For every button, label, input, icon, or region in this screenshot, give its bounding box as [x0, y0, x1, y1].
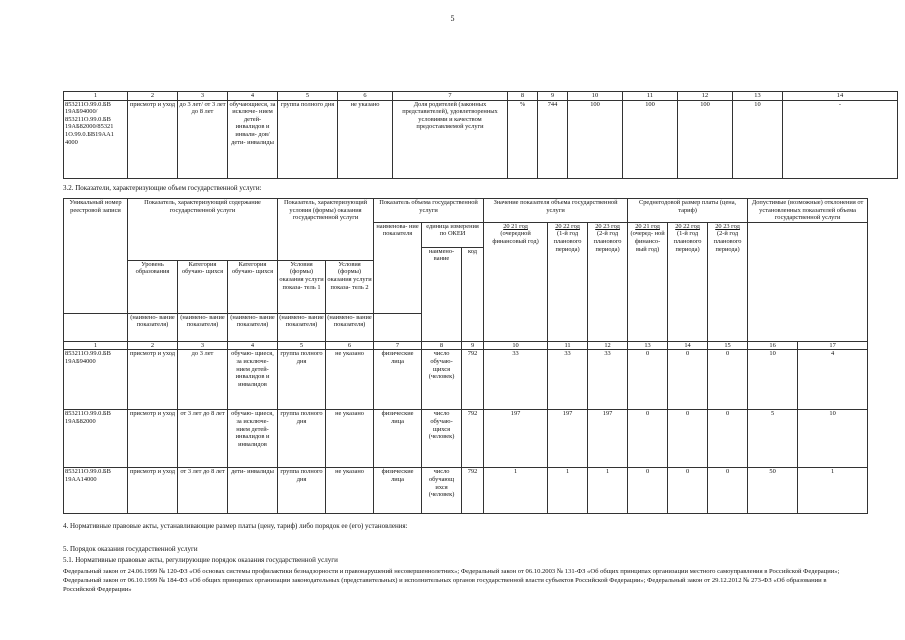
t1-code: 853211О.99.0.БВ 19АБ94000/ 853211О.99.0.БВ 19АБ82000/85321 1О.99.0.БВ19АА1 4000 [64, 100, 128, 178]
cell-9: 9 [538, 92, 568, 101]
cell-11: 11 [623, 92, 678, 101]
h-form-2: Условия (формы) оказания услуги показа- тель 2 [326, 260, 374, 313]
cell-7: 7 [393, 92, 508, 101]
t1-c13: 10 [733, 100, 783, 178]
cell-16: 10 [748, 350, 798, 410]
h-level: Уровень образования [128, 260, 178, 313]
cell-14: 0 [668, 350, 708, 410]
cell-1: 853211О.99.0.БВ 19АА14000 [64, 468, 128, 514]
t1-c6: не указано [338, 100, 393, 178]
cell-7: 7 [374, 341, 422, 350]
h-unique-number: Уникальный номер реестровой записи [64, 199, 128, 314]
t1-c11: 100 [623, 100, 678, 178]
cell-5: группа полного дня [278, 468, 326, 514]
t1-c3: до 3 лет/ от 3 лет до 8 лет [178, 100, 228, 178]
quality-indicators-table [63, 91, 898, 179]
cell-7: физические лица [374, 468, 422, 514]
cell-13: 13 [628, 341, 668, 350]
section-5: 5. Порядок оказания государственной услуги [63, 545, 198, 553]
cell-14: 0 [668, 410, 708, 468]
h-avg-2023-b: (2-й год планового периода) [713, 230, 742, 253]
h-avg-2021-a: 20 21 год [635, 222, 660, 230]
cell-6: не указано [326, 410, 374, 468]
table2-row [64, 468, 868, 514]
h-naim-4: (наимено- вание показателя) [278, 313, 326, 341]
cell-3: 3 [178, 341, 228, 350]
cell-11: 11 [548, 341, 588, 350]
cell-16: 5 [748, 410, 798, 468]
h-avg-2022-a: 20 22 год [675, 222, 700, 230]
cell-13: 13 [733, 92, 783, 101]
h-avg-2021 [628, 222, 668, 341]
page-number: 5 [450, 14, 455, 23]
cell-9: 9 [462, 341, 484, 350]
h-naim-2: (наимено- вание показателя) [178, 313, 228, 341]
cell-8: 8 [422, 341, 462, 350]
h-conditions: Показатель, характеризующий условия (формы) оказания государственной услуги [278, 199, 374, 261]
cell-12: 197 [588, 410, 628, 468]
t1-c8: % [508, 100, 538, 178]
h-year-2021 [484, 222, 548, 341]
cell-2: присмотр и уход [128, 410, 178, 468]
cell-3: до 3 лет [178, 350, 228, 410]
cell-3: 3 [178, 92, 228, 101]
cell-5: 5 [278, 92, 338, 101]
cell-12: 33 [588, 350, 628, 410]
cell-11: 33 [548, 350, 588, 410]
h-year-2023 [588, 222, 628, 341]
cell-10: 10 [484, 341, 548, 350]
cell-8: число обучающ ихся (человек) [422, 468, 462, 514]
cell-14: 14 [783, 92, 898, 101]
h-year-2021-b: (очередной финансовый год) [492, 230, 539, 245]
laws-text: Федеральный закон от 24.06.1999 № 120-ФЗ «Об основах системы профилактики безнадзорности и правонарушений несовершеннолетних»; Федеральный закон от 06.10.2003 № 131-ФЗ «Об общих принципах организации местного самоуправления в Российской Федерации»; Федеральный закон от 06.10.1999 № 184-ФЗ «Об общих принципах организации законодательных (представительных) и исполнительных органов государственной власти субъектов Российской Федерации»; Федеральный закон от 29.12.2012 № 273-ФЗ «Об образовании в Российской Федерации» [63, 568, 840, 593]
t1-c10: 100 [568, 100, 623, 178]
h-volume: Показатель объема государственной услуги [374, 199, 484, 223]
h-naim-3: (наимено- вание показателя) [228, 313, 278, 341]
h-form-1: Условия (формы) оказания услуги показа- тель 1 [278, 260, 326, 313]
cell-5: группа полного дня [278, 410, 326, 468]
h-avg-2022 [668, 222, 708, 341]
h-year-2021-a: 20 21 год [503, 222, 528, 230]
t1-c12: 100 [678, 100, 733, 178]
cell-6: 6 [326, 341, 374, 350]
cell-1: 853211О.99.0.БВ 19АБ82000 [64, 410, 128, 468]
t1-c9: 744 [538, 100, 568, 178]
h-category-2: Категория обучаю- щихся [228, 260, 278, 313]
cell-17: 4 [798, 350, 868, 410]
h-year-2023-a: 20 23 год [595, 222, 620, 230]
h-avg-2022-b: (1-й год планового периода) [673, 230, 702, 253]
cell-4: 4 [228, 92, 278, 101]
cell-4: обучаю- щиеся, за исключе- нием детей- инвалидов и инвалидов [228, 410, 278, 468]
h-deviation-space [748, 222, 868, 341]
h-avg-2023-a: 20 23 год [715, 222, 740, 230]
h-unit-code: код [462, 247, 484, 341]
cell-14: 0 [668, 468, 708, 514]
cell-8: число обучаю- щихся (человек) [422, 410, 462, 468]
h-avg-2023 [708, 222, 748, 341]
h-value: Значение показателя объема государственной услуги [484, 199, 628, 223]
h-avg-fee: Среднегодовой размер платы (цена, тариф) [628, 199, 748, 223]
cell-2: 2 [128, 341, 178, 350]
section-3-2-title: 3.2. Показатели, характеризующие объем государственной услуги: [63, 184, 262, 192]
cell-5: группа полного дня [278, 350, 326, 410]
h-unit-name: наимено- вание [422, 247, 462, 341]
t1-c14: - [783, 100, 898, 178]
cell-5: 5 [278, 341, 326, 350]
cell-1: 853211О.99.0.БВ 19АБ94000 [64, 350, 128, 410]
table1-column-numbers [64, 92, 898, 101]
cell-10: 33 [484, 350, 548, 410]
cell-9: 792 [462, 350, 484, 410]
h-category-1: Категория обучаю- щихся [178, 260, 228, 313]
h-unit: единица измерения по ОКЕИ [422, 222, 484, 247]
t1-c4: обучающиеся, за исключе- нием детей- инвалидов и инвали- дов/дети- инвалиды [228, 100, 278, 178]
cell-2: 2 [128, 92, 178, 101]
h-naim-5: (наимено- вание показателя) [326, 313, 374, 341]
h-year-2023-b: (2-й год планового периода) [593, 230, 622, 253]
cell-9: 792 [462, 468, 484, 514]
cell-17: 10 [798, 410, 868, 468]
cell-2: присмотр и уход [128, 350, 178, 410]
cell-12: 1 [588, 468, 628, 514]
cell-6: 6 [338, 92, 393, 101]
cell-16: 50 [748, 468, 798, 514]
table2-row [64, 350, 868, 410]
cell-4: обучаю- щиеся, за исключе- нием детей- инвалидов и инвалидов [228, 350, 278, 410]
cell-10: 1 [484, 468, 548, 514]
cell-9: 792 [462, 410, 484, 468]
t1-c7: Доля родителей (законных представителей), удовлетворенных условиями и качеством предоставляемой услуги [393, 100, 508, 178]
cell-15: 0 [708, 410, 748, 468]
section-4: 4. Нормативные правовые акты, устанавливающие размер платы (цену, тариф) либо порядок ее (его) установления: [63, 522, 408, 530]
cell-7: физические лица [374, 350, 422, 410]
cell-17: 1 [798, 468, 868, 514]
cell-12: 12 [678, 92, 733, 101]
cell-10: 197 [484, 410, 548, 468]
cell-15: 0 [708, 350, 748, 410]
cell-17: 17 [798, 341, 868, 350]
cell-10: 10 [568, 92, 623, 101]
cell-2: присмотр и уход [128, 468, 178, 514]
h-avg-2021-b: (очеред- ной финансо- вый год) [630, 230, 665, 253]
t1-c5: группа полного дня [278, 100, 338, 178]
table2-row [64, 410, 868, 468]
cell-16: 16 [748, 341, 798, 350]
volume-indicators-table [63, 198, 868, 514]
h-deviation: Допустимые (возможные) отклонения от установленных показателей объема государственной услуги [748, 199, 868, 223]
cell-14: 14 [668, 341, 708, 350]
h-indicator-name: наименова- ние показателя [374, 222, 422, 313]
cell-3: от 3 лет до 8 лет [178, 410, 228, 468]
cell-7: физические лица [374, 410, 422, 468]
cell-6: не указано [326, 468, 374, 514]
cell-12: 12 [588, 341, 628, 350]
h-year-2022-b: (1-й год планового периода) [553, 230, 582, 253]
cell-1: 1 [64, 92, 128, 101]
cell-4: дети- инвалиды [228, 468, 278, 514]
cell-13: 0 [628, 350, 668, 410]
cell-15: 0 [708, 468, 748, 514]
cell-4: 4 [228, 341, 278, 350]
cell-8: 8 [508, 92, 538, 101]
cell-15: 15 [708, 341, 748, 350]
t1-c2: присмотр и уход [128, 100, 178, 178]
cell-11: 1 [548, 468, 588, 514]
cell-11: 197 [548, 410, 588, 468]
cell-6: не указано [326, 350, 374, 410]
section-5-1: 5.1. Нормативные правовые акты, регулирующие порядок оказания государственной услуги [63, 556, 338, 564]
h-year-2022-a: 20 22 год [555, 222, 580, 230]
cell-1: 1 [64, 341, 128, 350]
cell-13: 0 [628, 410, 668, 468]
table1-row [64, 100, 898, 178]
h-empty [64, 313, 128, 341]
cell-13: 0 [628, 468, 668, 514]
h-content: Показатель, характеризующий содержание государственной услуги [128, 199, 278, 261]
cell-8: число обучаю- щихся (человек) [422, 350, 462, 410]
table2-column-numbers [64, 341, 868, 350]
cell-3: от 3 лет до 8 лет [178, 468, 228, 514]
h-naim-1: (наимено- вание показателя) [128, 313, 178, 341]
h-year-2022 [548, 222, 588, 341]
